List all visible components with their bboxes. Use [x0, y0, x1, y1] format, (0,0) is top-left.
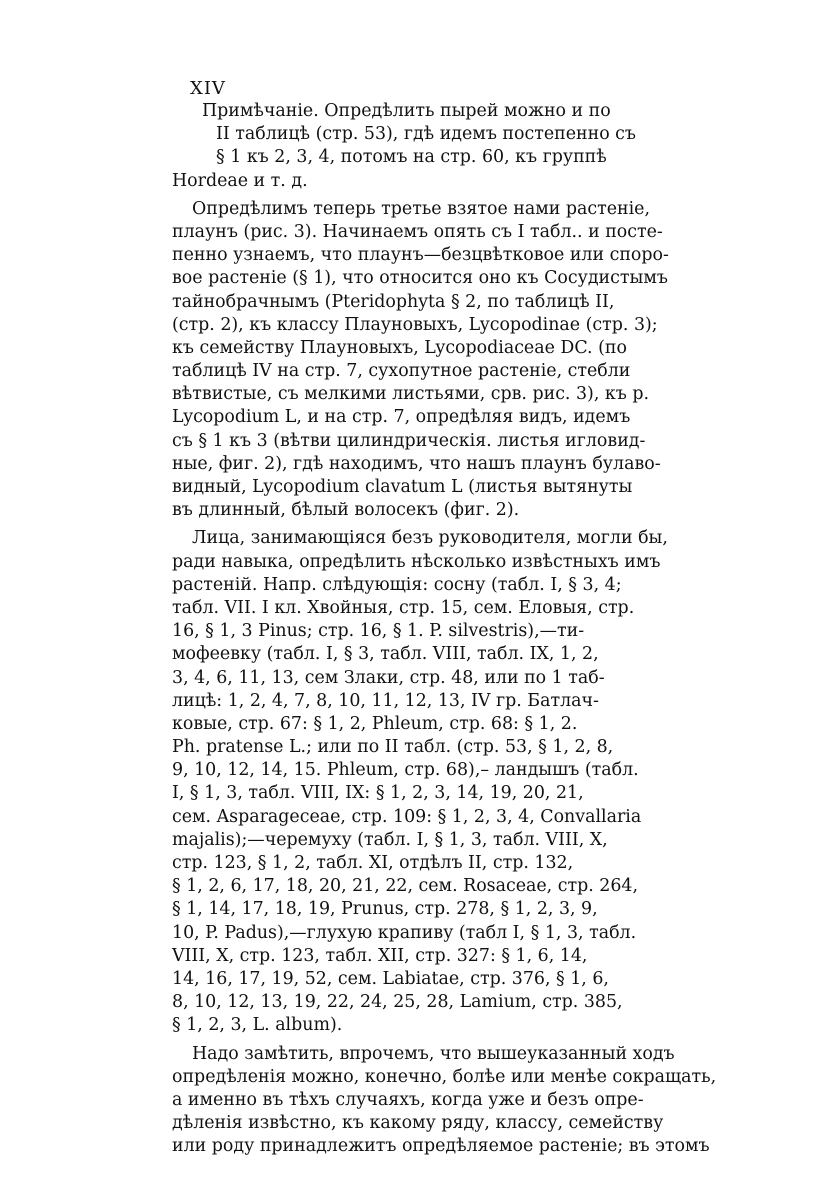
text-line: Надо замѣтить, впрочемъ, что вышеуказанный ходъ	[192, 1043, 675, 1064]
text-line: или роду принадлежитъ опредѣляемое растеніе; въ этомъ	[172, 1136, 710, 1157]
text-line: Hordeae и т. д.	[172, 170, 308, 191]
text-line: 9, 10, 12, 14, 15. Phleum, стр. 68),– ландышъ (табл.	[172, 760, 639, 781]
text-line: стр. 123, § 1, 2, табл. XI, отдѣлъ II, стр. 132,	[172, 853, 574, 873]
text-line: 16, § 1, 3 Pinus; стр. 16, § 1. P. silvestris),—ти-	[172, 621, 585, 642]
text-line: вѣтвистые, съ мелкими листьями, срв. рис. 3), къ р.	[172, 384, 650, 405]
text-line: съ § 1 къ 3 (вѣтви цилиндрическія. листья игловид-	[172, 430, 646, 451]
text-line: (стр. 2), къ классу Плауновыхъ, Lycopodinae (стр. 3);	[172, 314, 658, 335]
text-line: ради навыка, опредѣлить нѣсколько извѣстныхъ имъ	[172, 551, 661, 572]
text-line: видный, Lycopodium clavatum L (листья вытянуты	[172, 477, 633, 497]
text-line: мофеевку (табл. I, § 3, табл. VIII, табл. IX, 1, 2,	[172, 644, 599, 665]
text-line: а именно въ тѣхъ случаяхъ, когда уже и безъ опре-	[172, 1089, 644, 1110]
text-line: § 1, 2, 3, L. album).	[172, 1015, 343, 1036]
text-line: 14, 16, 17, 19, 52, сем. Labiatae, стр. 376, § 1, 6,	[172, 968, 609, 989]
text-line: дѣленія извѣстно, къ какому ряду, классу, семейству	[172, 1113, 664, 1134]
text-line: Ph. pratense L.; или по II табл. (стр. 53, § 1, 2, 8,	[172, 737, 614, 758]
text-line: 3, 4, 6, 11, 13, сем Злаки, стр. 48, или по 1 таб-	[172, 667, 605, 688]
text-line: въ длинный, бѣлый волосекъ (фиг. 2).	[172, 500, 520, 521]
text-line: вое растеніе (§ 1), что относится оно къ Сосудистымъ	[172, 268, 668, 289]
text-line: таблицѣ IV на стр. 7, сухопутное растеніе, стебли	[172, 361, 631, 382]
text-line: Lycopodium L, и на стр. 7, опредѣляя видъ, идемъ	[172, 407, 631, 428]
text-line: тайнобрачнымъ (Pteridophyta § 2, по таблицѣ II,	[172, 291, 615, 312]
text-line: I, § 1, 3, табл. VIII, IX: § 1, 2, 3, 14, 19, 20, 21,	[172, 783, 584, 804]
text-line: majalis);—черемуху (табл. I, § 1, 3, табл. VIII, X,	[172, 829, 608, 850]
text-line: къ семейству Плауновыхъ, Lycopodiaceae DC. (по	[172, 337, 627, 358]
text-line: II таблицѣ (стр. 53), гдѣ идемъ постепенно съ	[216, 124, 636, 145]
body-text	[172, 100, 717, 1158]
text-line: сем. Asparageceae, стр. 109: § 1, 2, 3, 4, Convallaria	[172, 806, 642, 827]
text-line: § 1, 14, 17, 18, 19, Prunus, стр. 278, § 1, 2, 3, 9,	[172, 899, 598, 920]
text-line: растеній. Напр. слѣдующія: сосну (табл. I, § 3, 4;	[172, 574, 622, 595]
text-line: 10, P. Padus),—глухую крапиву (табл I, § 1, 3, табл.	[172, 922, 637, 943]
text-line: табл. VII. I кл. Хвойныя, стр. 15, сем. Еловыя, стр.	[172, 597, 635, 618]
text-line: VIII, X, стр. 123, табл. XII, стр. 327: § 1, 6, 14,	[172, 945, 588, 966]
text-line: опредѣленія можно, конечно, болѣе или менѣе сокращать,	[172, 1066, 717, 1087]
text-line: ковые, стр. 67: § 1, 2, Phleum, стр. 68: § 1, 2.	[172, 713, 578, 734]
text-line: пенно узнаемъ, что плаунъ—безцвѣтковое или споро-	[172, 245, 669, 266]
text-line: 8, 10, 12, 13, 19, 22, 24, 25, 28, Lamium, стр. 385,	[172, 992, 623, 1013]
text-line: Опредѣлимъ теперь третье взятое нами растеніе,	[192, 198, 650, 219]
text-line: § 1 къ 2, 3, 4, потомъ на стр. 60, къ группѣ	[216, 147, 607, 168]
text-line: лицѣ: 1, 2, 4, 7, 8, 10, 11, 12, 13, IV гр. Батлач-	[172, 690, 599, 711]
text-line: § 1, 2, 6, 17, 18, 20, 21, 22, сем. Rosaceae, стр. 264,	[172, 876, 638, 897]
text-line: плаунъ (рис. 3). Начинаемъ опять съ I табл.. и посте-	[172, 221, 663, 242]
page-number: XIV	[190, 78, 226, 99]
text-line: Лица, занимающіяся безъ руководителя, могли бы,	[192, 528, 668, 549]
text-line: ные, фиг. 2), гдѣ находимъ, что нашъ плаунъ булаво-	[172, 453, 661, 474]
text-line: Примѣчаніе. Опредѣлить пырей можно и по	[202, 101, 611, 121]
